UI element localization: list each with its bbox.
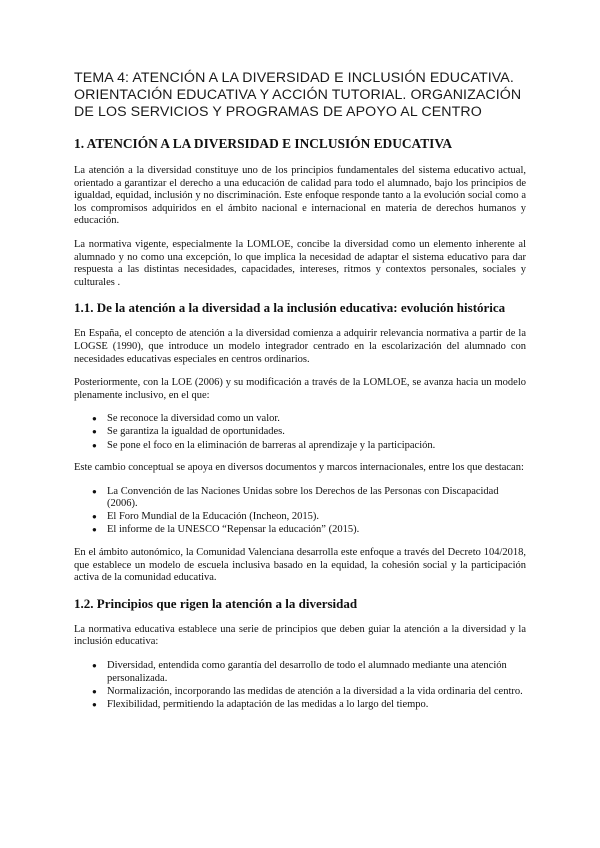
list-item: [92, 486, 526, 511]
list-item-text: Se garantiza la igualdad de oportunidades.: [107, 426, 285, 438]
section-1-heading: 1. ATENCIÓN A LA DIVERSIDAD E INCLUSIÓN EDUCATIVA: [74, 136, 452, 151]
bullet-icon: ●: [92, 661, 97, 671]
bullet-icon: ●: [92, 427, 97, 437]
list-item-text: El informe de la UNESCO “Repensar la educación” (2015).: [107, 524, 360, 536]
list-item: [92, 699, 526, 712]
section-1-1-paragraph-4: En el ámbito autonómico, la Comunidad Valenciana desarrolla este enfoque a través del Decreto 104/2018, que establece un modelo de escuela inclusiva basado en la equidad, la cohesión social y la participación activa de la comunidad educativa.: [74, 547, 526, 584]
document-title: TEMA 4: ATENCIÓN A LA DIVERSIDAD E INCLUSIÓN EDUCATIVA. ORIENTACIÓN EDUCATIVA Y ACCIÓN TUTORIAL. ORGANIZACIÓN DE LOS SERVICIOS Y PROGRAMAS DE APOYO AL CENTRO: [74, 70, 522, 120]
section-1-1-paragraph-1: En España, el concepto de atención a la diversidad comienza a adquirir relevancia normativa a partir de la LOGSE (1990), que introduce un modelo integrador centrado en la escolarización del alumnado con necesidades educativas especiales en centros ordinarios.: [74, 328, 526, 365]
list-item-text: Se pone el foco en la eliminación de barreras al aprendizaje y la participación.: [107, 439, 436, 451]
list-item: [92, 511, 526, 524]
list-item-text: Se reconoce la diversidad como un valor.: [107, 413, 280, 425]
bullet-icon: ●: [92, 414, 97, 424]
list-item: [92, 686, 526, 699]
list-item: [92, 440, 526, 453]
section-1-1-heading: 1.1. De la atención a la diversidad a la inclusión educativa: evolución histórica: [74, 300, 506, 316]
section-1-2-paragraph-1: La normativa educativa establece una serie de principios que deben guiar la atención a la diversidad y la inclusión educativa:: [74, 623, 526, 648]
page-content: [74, 70, 526, 721]
list-item-text: La Convención de las Naciones Unidas sobre los Derechos de las Personas con Discapacidad (2006).: [107, 485, 499, 510]
list-item: [92, 413, 526, 426]
section-1-1-paragraph-3: Este cambio conceptual se apoya en diversos documentos y marcos internacionales, entre los que destacan:: [74, 462, 524, 474]
section-1-paragraph-2: La normativa vigente, especialmente la LOMLOE, concibe la diversidad como un elemento inherente al alumnado y no como una excepción, lo que implica la necesidad de adaptar el sistema educativo para dar respuesta a las distintas necesidades, capacidades, intereses, ritmos y contextos personales, sociales y culturales .: [74, 238, 526, 288]
list-item-text: Flexibilidad, permitiendo la adaptación de las medidas a lo largo del tiempo.: [107, 698, 429, 710]
bullet-icon: ●: [92, 486, 97, 496]
list-item-text: El Foro Mundial de la Educación (Incheon, 2015).: [107, 511, 319, 523]
section-1-1-paragraph-2: Posteriormente, con la LOE (2006) y su modificación a través de la LOMLOE, se avanza hacia un modelo plenamente inclusivo, en el que:: [74, 377, 526, 401]
section-1-paragraph-1: La atención a la diversidad constituye uno de los principios fundamentales del sistema educativo actual, orientado a garantizar el derecho a una educación de calidad para todo el alumnado, bajo los principios de igualdad, equidad, inclusión y no discriminación. Este enfoque responde tanto a la evolución social como a los compromisos adquiridos en el ámbito nacional e internacional en materia de derechos humanos y educación.: [74, 165, 526, 227]
list-item: [92, 426, 526, 439]
bullet-icon: ●: [92, 686, 97, 696]
bullet-icon: ●: [92, 699, 97, 709]
bullet-icon: ●: [92, 512, 97, 522]
inclusive-model-list: [74, 413, 526, 452]
list-item: [92, 524, 526, 537]
bullet-icon: ●: [92, 525, 97, 535]
bullet-icon: ●: [92, 440, 97, 450]
list-item: [92, 660, 526, 685]
principles-list: [74, 660, 526, 711]
list-item-text: Normalización, incorporando las medidas de atención a la diversidad a la vida ordinaria del centro.: [107, 685, 523, 697]
international-frameworks-list: [74, 486, 526, 537]
section-1-2-heading: 1.2. Principios que rigen la atención a la diversidad: [74, 595, 358, 611]
list-item-text: Diversidad, entendida como garantía del desarrollo de todo el alumnado mediante una atención personalizada.: [107, 660, 507, 684]
